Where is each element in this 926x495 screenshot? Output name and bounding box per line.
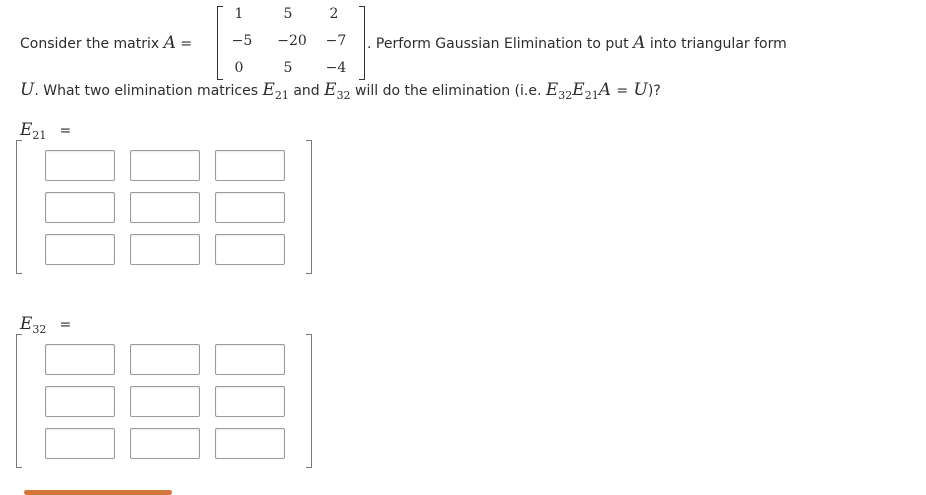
var-u: U <box>20 80 35 100</box>
matrix-cell: 5 <box>283 60 293 76</box>
matrix-cell: 0 <box>234 60 244 76</box>
after-matrix-text: . Perform Gaussian Elimination to put <box>367 36 629 52</box>
submit-button[interactable] <box>24 490 172 495</box>
e32-cell-input[interactable] <box>215 386 285 417</box>
e21-cell-input[interactable] <box>130 234 200 265</box>
e32-left-bracket <box>16 334 22 468</box>
after-matrix-end-text: into triangular form <box>649 36 787 52</box>
line2-end-text: will do the elimination (i.e. <box>355 83 542 99</box>
matrix-cell: −20 <box>277 33 307 49</box>
e32-matrix <box>16 334 312 468</box>
e21-label: $E_{21}$ = <box>20 120 72 142</box>
e21-cell-input[interactable] <box>215 234 285 265</box>
e32-cell-input[interactable] <box>130 386 200 417</box>
line2-text: . What two elimination matrices <box>34 83 259 99</box>
matrix-right-bracket <box>359 6 365 80</box>
intro-text: Consider the matrix <box>20 36 160 52</box>
e21-cell-input[interactable] <box>45 192 115 223</box>
e32-symbol: $E_{32}$ <box>324 80 351 102</box>
matrix-name: A <box>163 33 176 53</box>
matrix-cell: −7 <box>325 33 347 49</box>
e32-right-bracket <box>306 334 312 468</box>
and-text: and <box>293 83 320 99</box>
formula: $E_{32}E_{21}A = U$ <box>545 80 648 102</box>
e32-cell-input[interactable] <box>45 344 115 375</box>
e21-cell-input[interactable] <box>45 234 115 265</box>
e21-cell-input[interactable] <box>130 192 200 223</box>
e21-left-bracket <box>16 140 22 274</box>
matrix-cell: 2 <box>329 6 339 22</box>
matrix-cell: −5 <box>231 33 253 49</box>
line2-close: )? <box>647 83 661 99</box>
equals-sign: = <box>180 36 193 52</box>
e21-cell-input[interactable] <box>215 192 285 223</box>
e21-matrix <box>16 140 312 274</box>
e32-cell-input[interactable] <box>215 344 285 375</box>
matrix-cell: 5 <box>283 6 293 22</box>
e21-cell-input[interactable] <box>130 150 200 181</box>
matrix-a <box>217 4 365 80</box>
var-a: A <box>633 33 646 53</box>
e32-cell-input[interactable] <box>215 428 285 459</box>
e21-cell-input[interactable] <box>45 150 115 181</box>
matrix-cell: 1 <box>234 6 244 22</box>
e32-cell-input[interactable] <box>130 344 200 375</box>
matrix-cell: −4 <box>325 60 347 76</box>
e32-label: $E_{32}$ = <box>20 314 72 336</box>
e32-cell-input[interactable] <box>45 428 115 459</box>
e32-cell-input[interactable] <box>130 428 200 459</box>
e21-cell-input[interactable] <box>215 150 285 181</box>
question-line-2 <box>20 80 661 100</box>
e32-cell-input[interactable] <box>45 386 115 417</box>
e21-right-bracket <box>306 140 312 274</box>
question-intro <box>20 33 192 53</box>
question-after-matrix <box>367 33 787 53</box>
e21-symbol: $E_{21}$ <box>262 80 289 102</box>
